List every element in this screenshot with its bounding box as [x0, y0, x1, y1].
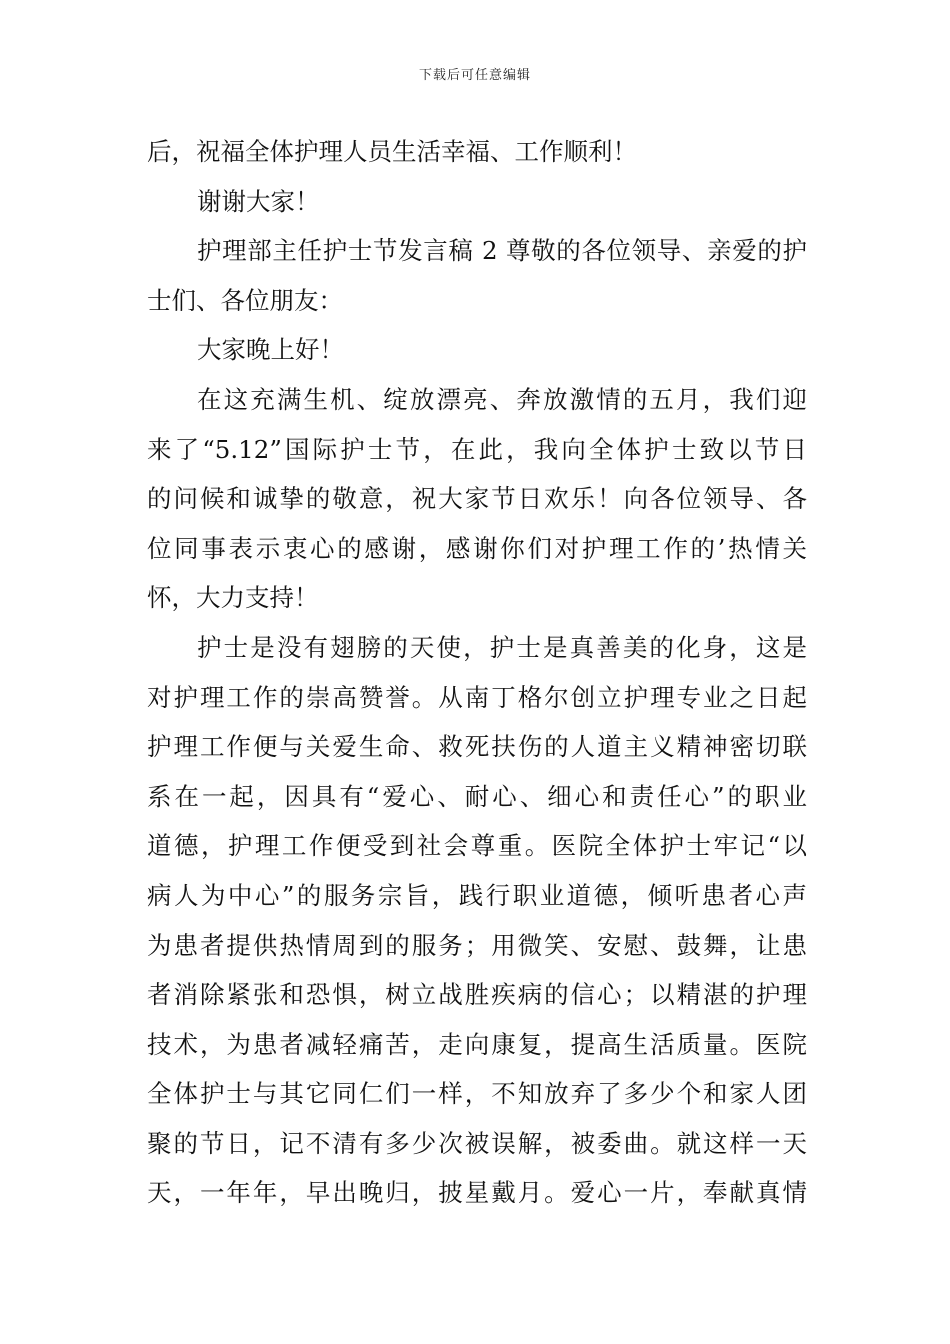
text-line: 护理工作便与关爱生命、救死扶伤的人道主义精神密切联 [147, 732, 807, 762]
text-line: 大家晚上好！ [197, 335, 344, 365]
text-line: 士们、各位朋友： [147, 285, 343, 315]
text-line: 位同事表示衷心的感谢，感谢你们对护理工作的’热情关 [147, 533, 807, 563]
text-line: 者消除紧张和恐惧，树立战胜疾病的信心；以精湛的护理 [147, 980, 807, 1010]
text-line: 对护理工作的崇高赞誉。从南丁格尔创立护理专业之日起 [147, 682, 807, 712]
text-line: 在这充满生机、绽放漂亮、奔放激情的五月，我们迎 [197, 384, 807, 414]
text-line: 天，一年年，早出晚归，披星戴月。爱心一片，奉献真情 [147, 1178, 807, 1208]
text-line: 系在一起，因具有“爱心、耐心、细心和责任心”的职业 [147, 781, 807, 811]
text-line: 聚的节日，记不清有多少次被误解，被委曲。就这样一天 [147, 1128, 807, 1158]
text-line: 全体护士与其它同仁们一样，不知放弃了多少个和家人团 [147, 1079, 807, 1109]
text-line: 后，祝福全体护理人员生活幸福、工作顺利！ [147, 137, 637, 166]
page-header: 下载后可任意编辑 [418, 68, 531, 83]
text-line: 护理部主任护士节发言稿 2 尊敬的各位领导、亲爱的护 [197, 236, 807, 266]
text-line: 来了“5.12”国际护士节，在此，我向全体护士致以节日 [147, 434, 807, 464]
text-line: 为患者提供热情周到的服务；用微笑、安慰、鼓舞，让患 [147, 930, 807, 960]
document-body [147, 127, 807, 1218]
text-line: 谢谢大家！ [197, 186, 320, 216]
text-line: 技术，为患者减轻痛苦，走向康复，提高生活质量。医院 [147, 1029, 807, 1059]
text-line: 护士是没有翅膀的天使，护士是真善美的化身，这是 [197, 632, 807, 662]
text-line: 怀，大力支持！ [147, 583, 319, 613]
text-line: 的问候和诚挚的敬意，祝大家节日欢乐！向各位领导、各 [147, 484, 807, 514]
text-line: 病人为中心”的服务宗旨，践行职业道德，倾听患者心声 [147, 880, 807, 910]
text-line: 道德，护理工作便受到社会尊重。医院全体护士牢记“以 [147, 831, 807, 861]
